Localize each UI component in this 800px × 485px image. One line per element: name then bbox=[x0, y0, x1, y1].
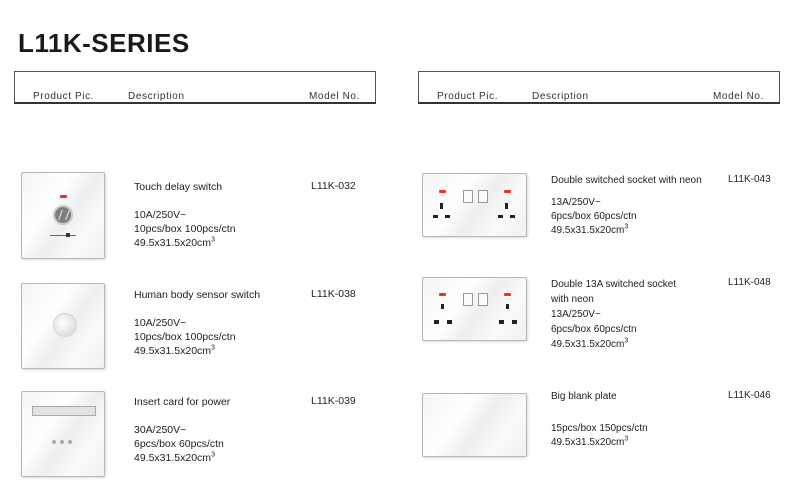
product-carton-size: $49.5x31.5x20cm^3$ bbox=[134, 344, 215, 357]
uk-socket-icon bbox=[422, 277, 527, 341]
model-number: L11K-043 bbox=[728, 174, 771, 185]
product-packing: 6pcs/box 60pcs/ctn bbox=[551, 324, 637, 335]
product-carton-size: $49.5x31.5x20cm^3$ bbox=[134, 451, 215, 464]
product-description bbox=[551, 390, 648, 450]
universal-socket-icon bbox=[422, 173, 527, 237]
touch-button-icon bbox=[53, 205, 73, 225]
header-description: Description bbox=[532, 91, 589, 102]
rocker-switch-icon bbox=[478, 293, 488, 306]
product-rating: 13A/250V~ bbox=[551, 309, 601, 320]
product-description bbox=[134, 288, 260, 358]
header-model-no: Model No. bbox=[309, 91, 360, 102]
socket-pin-icon bbox=[440, 203, 443, 209]
model-number: L11K-048 bbox=[728, 277, 771, 288]
table-header-right bbox=[418, 71, 780, 104]
product-rating: 10A/250V~ bbox=[134, 209, 187, 221]
product-name: Double switched socket with neon bbox=[551, 175, 702, 186]
header-model-no: Model No. bbox=[713, 91, 764, 102]
socket-pin-icon bbox=[441, 304, 444, 309]
blank-plate-icon bbox=[422, 393, 527, 457]
product-carton-size: $49.5x31.5x20cm^3$ bbox=[551, 435, 629, 448]
neon-indicator bbox=[439, 293, 446, 296]
product-name: Human body sensor switch bbox=[134, 289, 261, 301]
neon-indicator bbox=[504, 293, 511, 296]
product-rating: 10A/250V~ bbox=[134, 317, 187, 329]
product-packing: 10pcs/box 100pcs/ctn bbox=[134, 331, 236, 343]
product-carton-size: $49.5x31.5x20cm^3$ bbox=[134, 236, 215, 249]
product-rating: 30A/250V~ bbox=[134, 424, 187, 436]
product-name-line1: Double 13A switched socket bbox=[551, 279, 677, 290]
socket-pin-icon bbox=[505, 203, 508, 209]
table-header-left bbox=[14, 71, 376, 104]
model-number: L11K-039 bbox=[311, 395, 356, 407]
header-description: Description bbox=[128, 91, 185, 102]
header-product-pic: Product Pic. bbox=[437, 91, 499, 102]
page-title: L11K-SERIES bbox=[18, 28, 190, 58]
product-description bbox=[551, 174, 702, 238]
neon-indicator bbox=[504, 190, 511, 193]
rocker-switch-icon bbox=[463, 293, 473, 306]
product-description bbox=[134, 180, 236, 250]
product-name: Insert card for power bbox=[134, 396, 231, 408]
neon-indicator bbox=[60, 195, 67, 198]
product-carton-size: $49.5x31.5x20cm^3$ bbox=[551, 337, 629, 350]
model-number: L11K-038 bbox=[311, 288, 356, 300]
sensor-switch-icon bbox=[21, 283, 105, 369]
product-packing: 15pcs/box 150pcs/ctn bbox=[551, 423, 648, 434]
product-name-line2: with neon bbox=[551, 294, 594, 305]
rocker-switch-icon bbox=[478, 190, 488, 203]
touch-delay-switch-icon bbox=[21, 172, 105, 259]
product-description bbox=[134, 395, 230, 465]
card-switch-icon bbox=[21, 391, 105, 477]
header-product-pic: Product Pic. bbox=[33, 91, 95, 102]
pir-sensor-icon bbox=[53, 313, 77, 337]
product-description bbox=[551, 277, 676, 352]
neon-indicator bbox=[439, 190, 446, 193]
model-number: L11K-032 bbox=[311, 180, 356, 192]
product-packing: 6pcs/box 60pcs/ctn bbox=[134, 438, 224, 450]
socket-pin-icon bbox=[506, 304, 509, 309]
rocker-switch-icon bbox=[463, 190, 473, 203]
product-rating: 13A/250V~ bbox=[551, 197, 601, 208]
model-number: L11K-046 bbox=[728, 390, 771, 401]
product-name: Touch delay switch bbox=[134, 181, 223, 193]
product-carton-size: $49.5x31.5x20cm^3$ bbox=[551, 223, 629, 236]
product-packing: 6pcs/box 60pcs/ctn bbox=[551, 211, 637, 222]
product-name: Big blank plate bbox=[551, 391, 617, 402]
timer-scale-icon bbox=[50, 235, 76, 236]
product-packing: 10pcs/box 100pcs/ctn bbox=[134, 223, 236, 235]
card-slot-icon bbox=[32, 406, 96, 416]
